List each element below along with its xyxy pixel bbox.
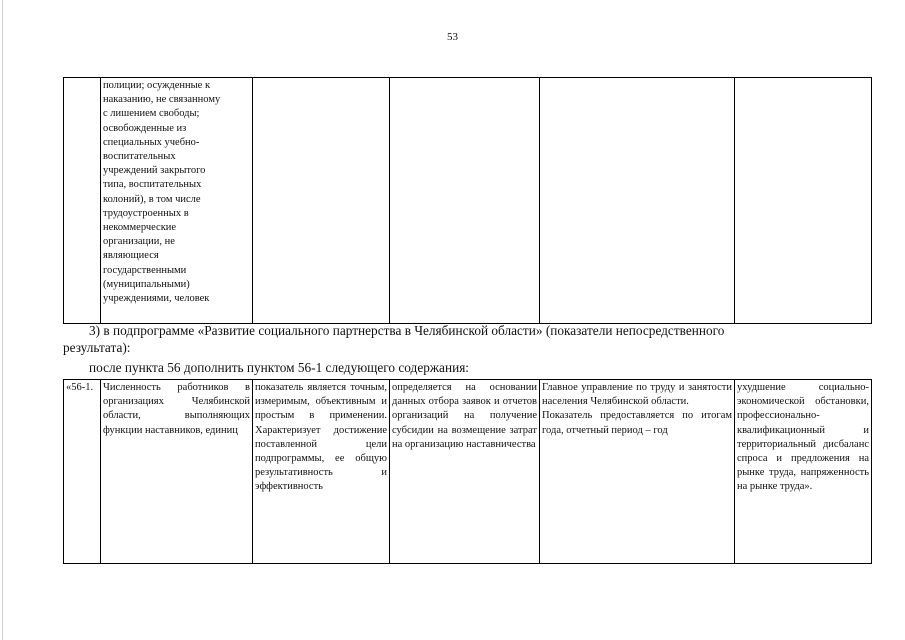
table-cell-number: [64, 380, 101, 564]
new-indicator-table: [63, 379, 872, 564]
table-cell-risks: [735, 380, 872, 564]
page-edge-line: [2, 0, 3, 640]
risks-text: ухудшение социально-экономической обстановки, профессионально-квалификационный и территориальный дисбаланс спроса и предложения на рынке труда, напряженность на рынке труда».: [737, 382, 869, 493]
reporting-period-text: Показатель предоставляется по итогам года, отчетный период – год: [542, 410, 732, 436]
table-row: [64, 78, 872, 324]
table-cell-risks: [735, 78, 872, 324]
method-text: определяется на основании данных отбора заявок и отчетов организаций на получение субсидии на возмещение затрат на организацию наставничества: [392, 382, 537, 450]
amendment-paragraph-3-continuation: результата):: [63, 340, 131, 355]
table-cell-number: [64, 78, 101, 324]
table-cell-indicator-name: [101, 78, 253, 324]
table-row: [64, 380, 872, 564]
indicator-name-text: Численность работников в организациях Челябинской области, выполняющих функции наставников, единиц: [103, 382, 250, 436]
indicator-name-text: полиции; осужденные к наказанию, не связанному с лишением свободы; освобожденные из специальных учебно- воспитательных учреждений закрытого типа, воспитательных колоний), в том числе трудоустроенных в некоммерческие организации, не являющиеся государственными (муниципальными) учреждениями, человек: [103, 80, 221, 305]
amendment-paragraph-3: 3) в подпрограмме «Развитие социального партнерства в Челябинской области» (показатели непосредственного: [89, 323, 725, 338]
table-cell-indicator-type: [253, 78, 390, 324]
table-cell-responsible: [540, 380, 735, 564]
table-cell-indicator-type: [253, 380, 390, 564]
item-number: «56-1.: [66, 382, 94, 393]
table-cell-responsible: [540, 78, 735, 324]
responsible-body-text: Главное управление по труду и занятости населения Челябинской области.: [542, 382, 732, 408]
table-cell-method: [390, 78, 540, 324]
amendment-instruction: после пункта 56 дополнить пунктом 56-1 следующего содержания:: [89, 360, 470, 375]
table-cell-method: [390, 380, 540, 564]
table-cell-indicator-name: [101, 380, 253, 564]
continued-indicator-table: [63, 77, 872, 324]
page-number: 53: [447, 31, 458, 43]
indicator-type-text: показатель является точным, измеримым, объективным и простым в применении. Характеризует достижение поставленной цели подпрограммы, ее общую результативность и эффективность: [255, 382, 387, 493]
